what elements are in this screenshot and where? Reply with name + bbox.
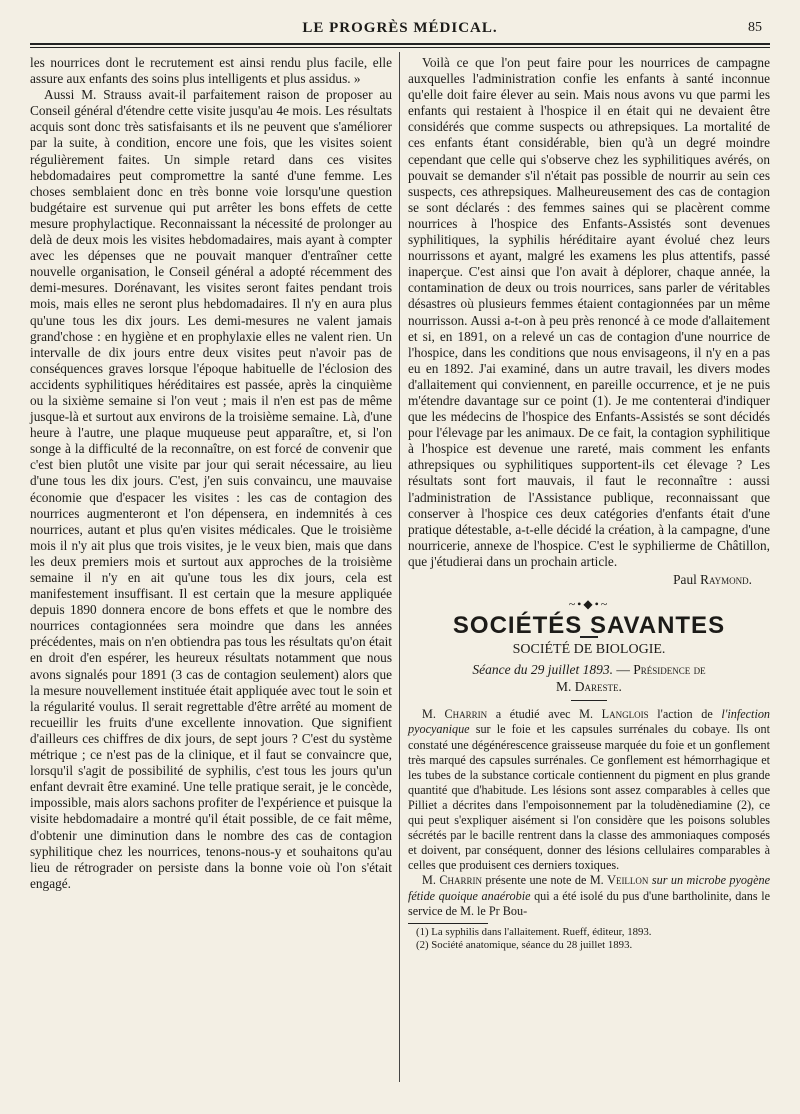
right-column (408, 55, 770, 952)
society-heading: SOCIÉTÉ DE BIOLOGIE. (512, 642, 666, 658)
session-date: Séance du 29 juillet 1893. (472, 662, 613, 678)
right-paragraph-1: Voilà ce que l'on peut faire pour les nourrices de campagne auxquelles l'administration confie les enfants à santé inconnue qu'elle doit faire élever au sein. Mais nous avons vu que parmi les enfants qui restaient à l'hospice il en était qui ne devaient être considérés que comme suspects ou athrepsiques. La mortalité de ces enfants étant considérable, bien qu'à un degré moindre cependant que celle qui s'observe chez les syphilitiques avérés, on pouvait se demander s'il n'était pas possible de nourrir au sein ces suspects, ces athrepsiques. Malheureusement des cas de contagion se sont déclarés : des femmes saines qui se placèrent comme nourrices à l'hospice des Enfants-Assistés sont devenues syphilitiques, la syphilis héréditaire ayant évolué chez leurs nourrissons et ayant, malgré les examens les plus attentifs, passé inaperçue. C'est ainsi que l'on avait à déplorer, chaque année, la contamination de deux ou trois nourrices, sans parler de véritables désastres où plusieurs femmes étaient contagionnées par un même nourrisson. Aussi a-t-on à peu près renoncé à ce mode d'allaitement et si, en 1891, on a relevé un cas de contagion d'une nourrice de l'hospice, dans les conditions que nous envisageons, il n'y en a pas eu en 1892. J'ai examiné, dans un autre travail, les divers modes d'allaitement qui conviennent, en pareille occurrence, et je ne puis m'étendre davantage sur ce point (1). Je me contenterai d'indiquer que les médecins de l'hospice des Enfants-Assistés se sont décidés pour l'élevage par les animaux. De ce fait, la contagion syphilitique à l'hospice est devenue une rareté, mais comment les enfants athrepsiques ou syphilitiques supportent-ils cet élevage ? Les résultats sont fort mauvais, il faut le reconnaître : aussi l'administration de l'Assistance publique, reconnaissant que conserver à l'hospice ces deux catégories d'enfants était d'une pratique détestable, a-t-elle décidé la création, à la campagne, d'une nourricerie, annexe de l'hospice. C'est le syphilierme de Châtillon, que j'étudierai dans un prochain article. (408, 55, 770, 569)
m1-text-1: a étudié avec M. (495, 707, 594, 722)
page-number: 85 (748, 20, 762, 35)
m1-topic: l'infection pyocyanique (408, 707, 771, 737)
m2-author: Charrin (439, 873, 482, 888)
footnote-2: (2) Société anatomique, séance du 28 juillet 1893. (416, 938, 633, 951)
m2-prefix: M. (422, 873, 436, 888)
ornament-divider: ~•◆•~ (568, 597, 610, 612)
m2-topic: sur un microbe pyogène fétide quoique anaérobie (408, 873, 771, 903)
minutes-paragraph-1 (408, 707, 770, 873)
session-heading (408, 661, 770, 695)
m1-author: Charrin (444, 707, 488, 722)
m1-prefix: M. (422, 707, 436, 722)
page-header (30, 20, 770, 42)
author-first-name: Paul (673, 572, 697, 587)
minutes-paragraph-2 (408, 873, 770, 918)
session-presidency: — Présidence de (616, 662, 706, 678)
header-rule-thin (30, 47, 770, 48)
m2-text-1: présente une note de M. (485, 873, 604, 888)
m1-text-3: sur le foie et les capsules surrénales du cobaye. Ils ont constaté une dégénérescence graisseuse marquée du foie et un gonflement très marqué des capsules surrénales. Ce gonflement est hémorrhagique et les tubes de la substance corticale contiennent du pigment en plus grande quantité que d'habitude. Les lésions sont assez comparables à celles que Pilliet a décrites dans l'empoisonnement par la toludènediamine (2), ce qui peut s'expliquer aisément si l'on considère que les poisons solubles sécrétés par le bacille rentrent dans la classe des ammoniaques composés et doivent, par conséquent, donner des lésions cellulaires comparables à celles que produisent ces derniers toxiques. (408, 722, 771, 873)
footnote-1: (1) La syphilis dans l'allaitement. Rueff, éditeur, 1893. (416, 925, 652, 938)
footnotes (408, 926, 770, 952)
header-rule (30, 43, 770, 45)
left-column (30, 55, 392, 892)
m2-text-2: qui a été isolé du pus d'une bartholinite, dans le service de M. le Pr Bou- (408, 888, 770, 918)
journal-title: LE PROGRÈS MÉDICAL. (302, 20, 498, 36)
session-minutes (408, 707, 770, 918)
section-title: SOCIÉTÉS SAVANTES (452, 612, 726, 640)
session-rule (571, 700, 607, 701)
column-divider (399, 52, 400, 1082)
footnote-rule (408, 923, 488, 924)
author-signature (408, 572, 770, 588)
session-president: M. Dareste. (556, 679, 622, 695)
m2-coauthor: Veillon (607, 873, 649, 888)
m1-coauthor: Langlois (601, 707, 649, 722)
left-paragraph-2: Aussi M. Strauss avait-il parfaitement raison de proposer au Conseil général d'étendre cette visite jusqu'au 4e mois. Les résultats acquis sont donc très satisfaisants et ils ne peuvent que s'améliorer par la suite, à condition, encore une fois, que les visites soient régulièrement faites. Un simple retard dans ces visites hebdomadaires peut compromettre la santé d'une femme. Les choses semblaient donc en très bonne voie lorsqu'une question budgétaire est survenue qui put arrêter les bons effets de cette mesure prophylactique. Reconnaissant la nécessité de prolonger au delà de deux mois les visites hebdomadaires, mais ayant à compter avec les dépenses que ne pouvait manquer d'entraîner cette nouvelle organisation, le Conseil général a adopté récemment des demi-mesures. Dorénavant, les visites seront faites pendant trois mois, mais elles ne seront plus hebdomadaires. Il n'y en aura plus qu'une tous les dix jours. Les demi-mesures ne valent jamais grand'chose : en hygiène et en prophylaxie elles ne valent rien. Un intervalle de dix jours entre deux visites peut n'avoir pas de conséquences graves lorsque l'époque habituelle de l'éclosion des accidents syphilitiques héréditaires est passée, après la cinquième ou la sixième semaine si l'on veut ; mais il n'en est pas de même jusque-là et surtout aux environs de la troisième semaine. Là, d'une heure à l'autre, une plaque muqueuse peut apparaître, et, si l'on songe à la difficulté de la reconnaître, on est forcé de convenir que c'est bien plutôt une visite par jour qui serait nécessaire, au lieu d'une tous les dix jours. C'est, j'en suis convaincu, une mauvaise économie que d'espacer les visites : les cas de contagion des nourrices augmenteront et l'on dépensera, en indemnités à ces nourrices, autant et plus qu'en visites médicales. Que le troisième mois il n'y ait plus que trois visites, je le veux bien, mais que dans les deux premiers mois et surtout aux approches de la troisième semaine il n'y en ait qu'une tous les dix jours, cela est manifestement insuffisant. Il est certain que la mesure appliquée depuis 1890 donnera encore de bons effets et que le nombre des nourrices contagionnées sera moindre que dans les années précédentes, mais on n'en obtiendra pas tous les résultats qu'on était en droit d'en espérer, les heureux résultats notamment que nous avons signalés pour 1891 (3 cas de contagion seulement) alors que la mesure nouvellement instituée était appliquée avec tout le soin et la régularité voulus. Il serait regrettable d'être arrêté au moment de recueillir les fruits d'une excellente innovation. Que signifient d'ailleurs ces chiffres de dix jours, de sept jours ? C'est du système métrique ; ce n'est pas de la clinique, et il faut se convaincre que, lorsqu'il s'agit de possibilité de syphilis, c'est tous les jours qu'un enfant devrait être examiné. Une telle pratique serait, je le concède, impossible, mais alors sachons profiter de l'expérience et puisque la visite hebdomadaire a montré qu'il était possible, de ce fait même, d'obtenir une diminution dans le nombre des cas de contagion syphilitique chez les nourrices, tenons-nous-y et souhaitons qu'au lieu de rétrograder on persiste dans la bonne voie où l'on s'était engagé. (30, 87, 392, 891)
left-paragraph-1: les nourrices dont le recrutement est ainsi rendu plus facile, elle assure aux enfants des soins plus intelligents et plus assidus. » (30, 55, 392, 87)
author-last-name: Raymond. (700, 572, 752, 587)
m1-text-2: l'action de (657, 707, 713, 722)
